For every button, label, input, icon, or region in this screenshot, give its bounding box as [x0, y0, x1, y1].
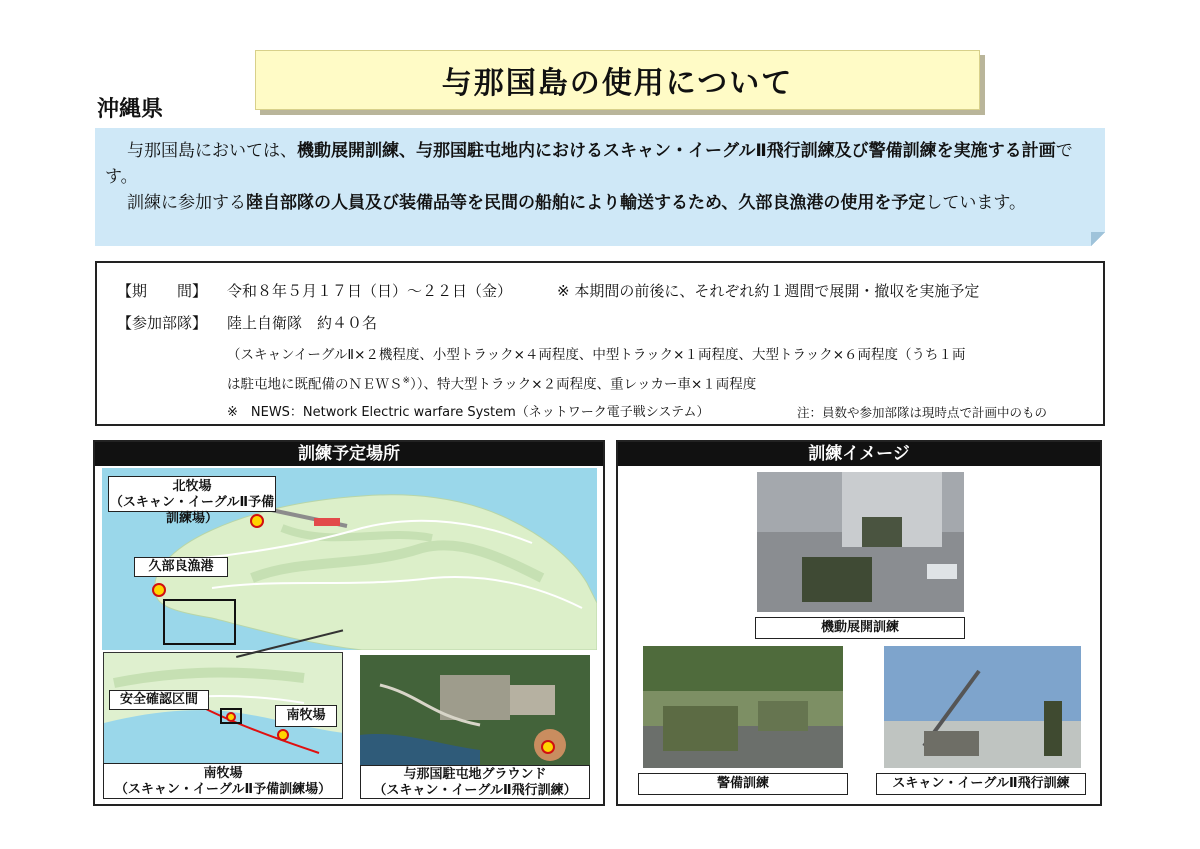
north-pasture-desc: （スキャン・イーグルⅡ予備訓練場） [109, 495, 275, 526]
prefecture-label: 沖縄県 [97, 97, 164, 122]
guard-training-photo [643, 646, 843, 768]
south-pasture-name: 南牧場 [203, 766, 243, 781]
kubura-port-pin [152, 583, 166, 597]
scan-eagle-photo-graphic [884, 646, 1081, 768]
safety-section-label: 安全確認区間 [109, 690, 209, 710]
equipment-line-1: （スキャンイーグルⅡ×２機程度、小型トラック×４両程度、中型トラック×１両程度、大型トラック×６両程度（うち１両 [227, 347, 966, 363]
summary-p2-text-a: 訓練に参加する [127, 193, 246, 213]
summary-paragraph-2 [105, 190, 1095, 216]
mobile-deployment-photo [757, 472, 964, 612]
mobile-deployment-caption: 機動展開訓練 [755, 617, 965, 639]
guard-training-caption: 警備訓練 [638, 773, 848, 795]
summary-paragraph-1 [105, 138, 1095, 190]
training-location-heading: 訓練予定場所 [95, 442, 603, 466]
units-value: 陸上自衛隊 約４０名 [227, 314, 378, 332]
north-pasture-label [108, 476, 276, 526]
summary-p1-bold: 機動展開訓練、与那国駐屯地内におけるスキャン・イーグルⅡ飛行訓練及び警備訓練を実施する計画 [297, 141, 1056, 161]
summary-p2-bold: 陸自部隊の人員及び装備品等を民間の船舶により輸送するため、久部良漁港の使用を予定 [246, 193, 926, 213]
equipment-line-2 [227, 371, 756, 395]
equipment-sup: ※ [402, 376, 411, 386]
garrison-ground-name: 与那国駐屯地グラウンド [403, 767, 547, 782]
equipment-line-2a: は駐屯地に既配備のＮＥＷＳ [227, 376, 403, 393]
period-label: 【期 間】 [117, 282, 208, 300]
period-value: 令和８年５月１７日（日）～２２日（金） [227, 282, 513, 300]
summary-p1-text-a: 与那国島においては、 [127, 141, 297, 161]
page-title: 与那国島の使用について [441, 66, 794, 101]
south-pasture-label [103, 763, 343, 799]
north-pasture-name: 北牧場 [172, 479, 212, 494]
zoom-area-frame [163, 599, 236, 645]
summary-p2-text-b: しています。 [925, 193, 1026, 213]
news-note: ※ NEWS：Network Electric warfare System（ネットワーク電子戦システム） [227, 405, 710, 420]
training-info-box [95, 261, 1105, 426]
training-image-heading: 訓練イメージ [618, 442, 1100, 466]
period-note: ※ 本期間の前後に、それぞれ約１週間で展開・撤収を実施予定 [557, 282, 980, 300]
page-title-box [255, 50, 980, 110]
north-pasture-pin [250, 514, 264, 528]
garrison-ground-desc: （スキャン・イーグルⅡ飛行訓練） [373, 783, 577, 798]
summary-p1-text-b: です。 [105, 141, 1073, 187]
guard-photo-graphic [643, 646, 843, 768]
kubura-port-label: 久部良漁港 [134, 557, 228, 577]
scan-eagle-photo [884, 646, 1081, 768]
south-pasture-small-pin [226, 712, 236, 722]
equipment-line-2b: ））、特大型トラック×２両程度、重レッカー車×１両程度 [410, 376, 757, 393]
south-pasture-desc: （スキャン・イーグルⅡ予備訓練場） [114, 782, 332, 797]
mobile-photo-graphic [757, 472, 964, 612]
garrison-aerial-photo [360, 655, 590, 765]
summary-box [95, 128, 1105, 246]
garrison-ground-label [360, 765, 590, 799]
page-curl-decoration [1091, 232, 1105, 246]
units-label: 【参加部隊】 [117, 314, 208, 332]
aerial-photo-graphic [360, 655, 590, 765]
training-point-pin [277, 729, 289, 741]
footnote: 注：員数や参加部隊は現時点で計画中のもの [797, 405, 1048, 420]
south-pasture-small-label: 南牧場 [275, 705, 337, 727]
scan-eagle-caption: スキャン・イーグルⅡ飛行訓練 [876, 773, 1086, 795]
